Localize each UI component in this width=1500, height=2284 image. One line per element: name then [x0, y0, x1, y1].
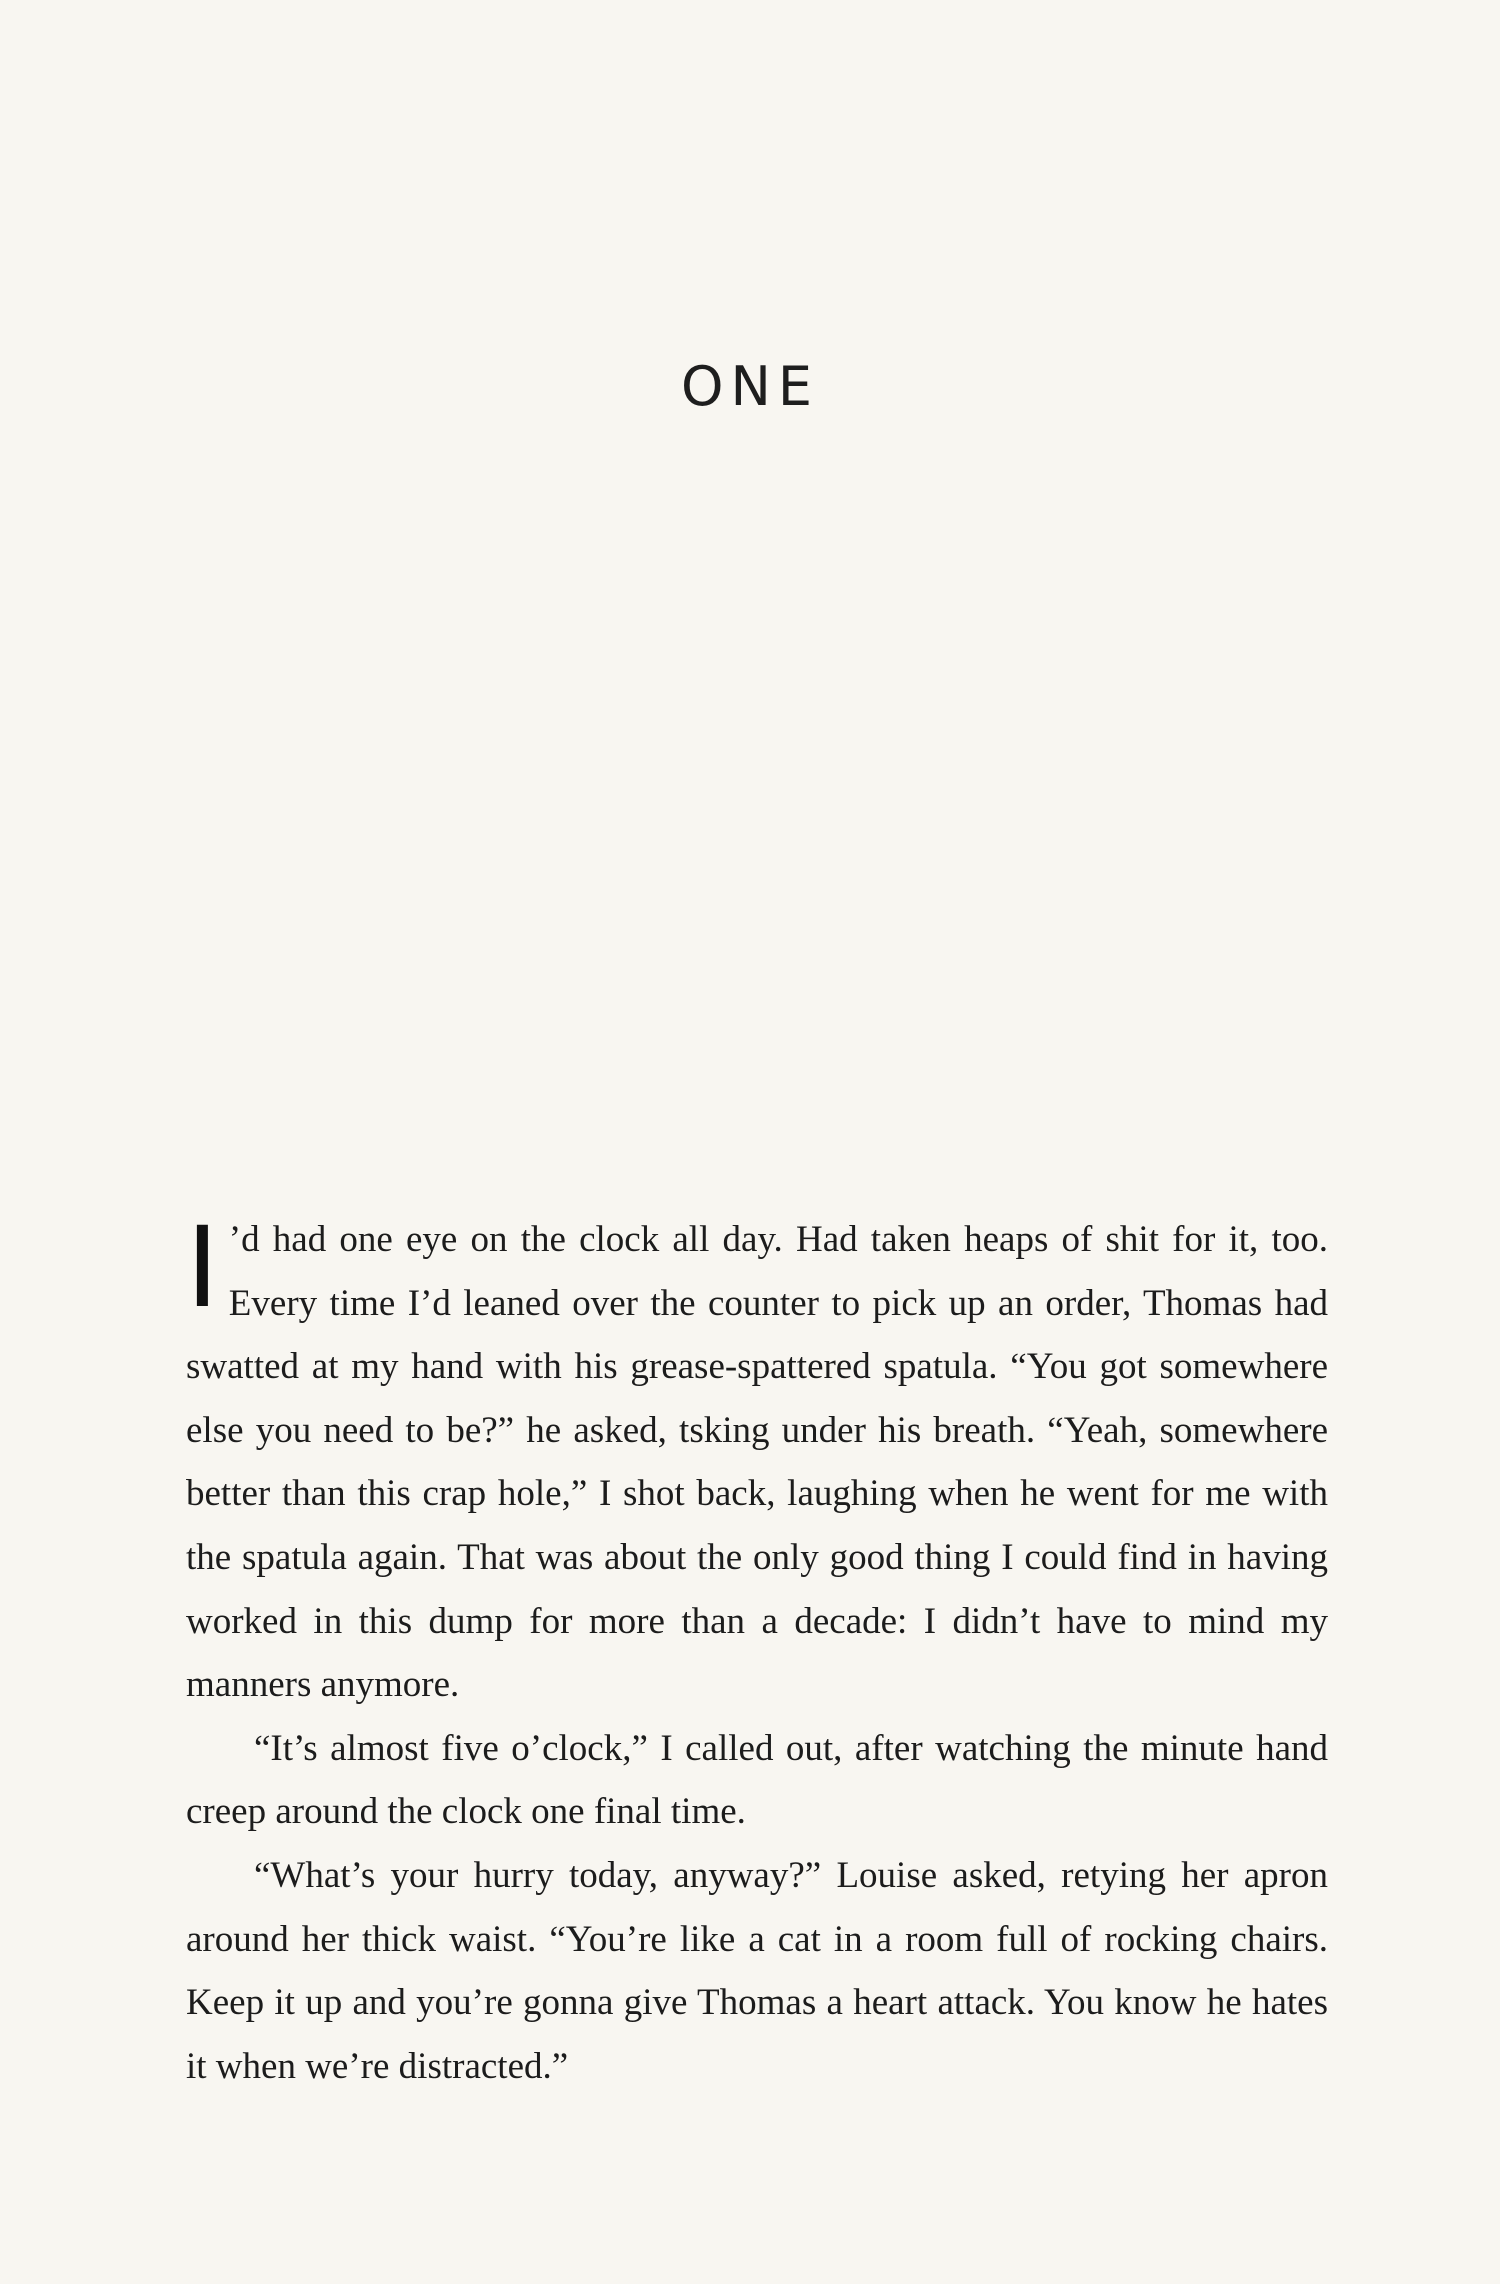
- paragraph: [186, 1200, 1328, 1717]
- drop-cap: I: [186, 1200, 219, 1332]
- paragraph-text: ’d had one eye on the clock all day. Had taken heaps of shit for it, too. Every time I’d leaned over the counter to pick up an order, Thomas had swatted at my hand with his grease-spattered spatula. “You got somewhere else you need to be?” he asked, tsking under his breath. “Yeah, somewhere better than this crap hole,” I shot back, laughing when he went for me with the spatula again. That was about the only good thing I could find in having worked in this dump for more than a decade: I didn’t have to mind my manners anymore.: [186, 1219, 1328, 1706]
- paragraph: “What’s your hurry today, anyway?” Louise asked, retying her apron around her thick waist. “You’re like a cat in a room full of rocking chairs. Keep it up and you’re gonna give Thomas a heart attack. You know he hates it when we’re distracted.”: [186, 1854, 1328, 2087]
- chapter-title: ONE: [680, 355, 820, 418]
- paragraph: “It’s almost five o’clock,” I called out, after watching the minute hand creep around the clock one final time.: [186, 1727, 1328, 1833]
- body-text: [186, 1200, 1328, 2098]
